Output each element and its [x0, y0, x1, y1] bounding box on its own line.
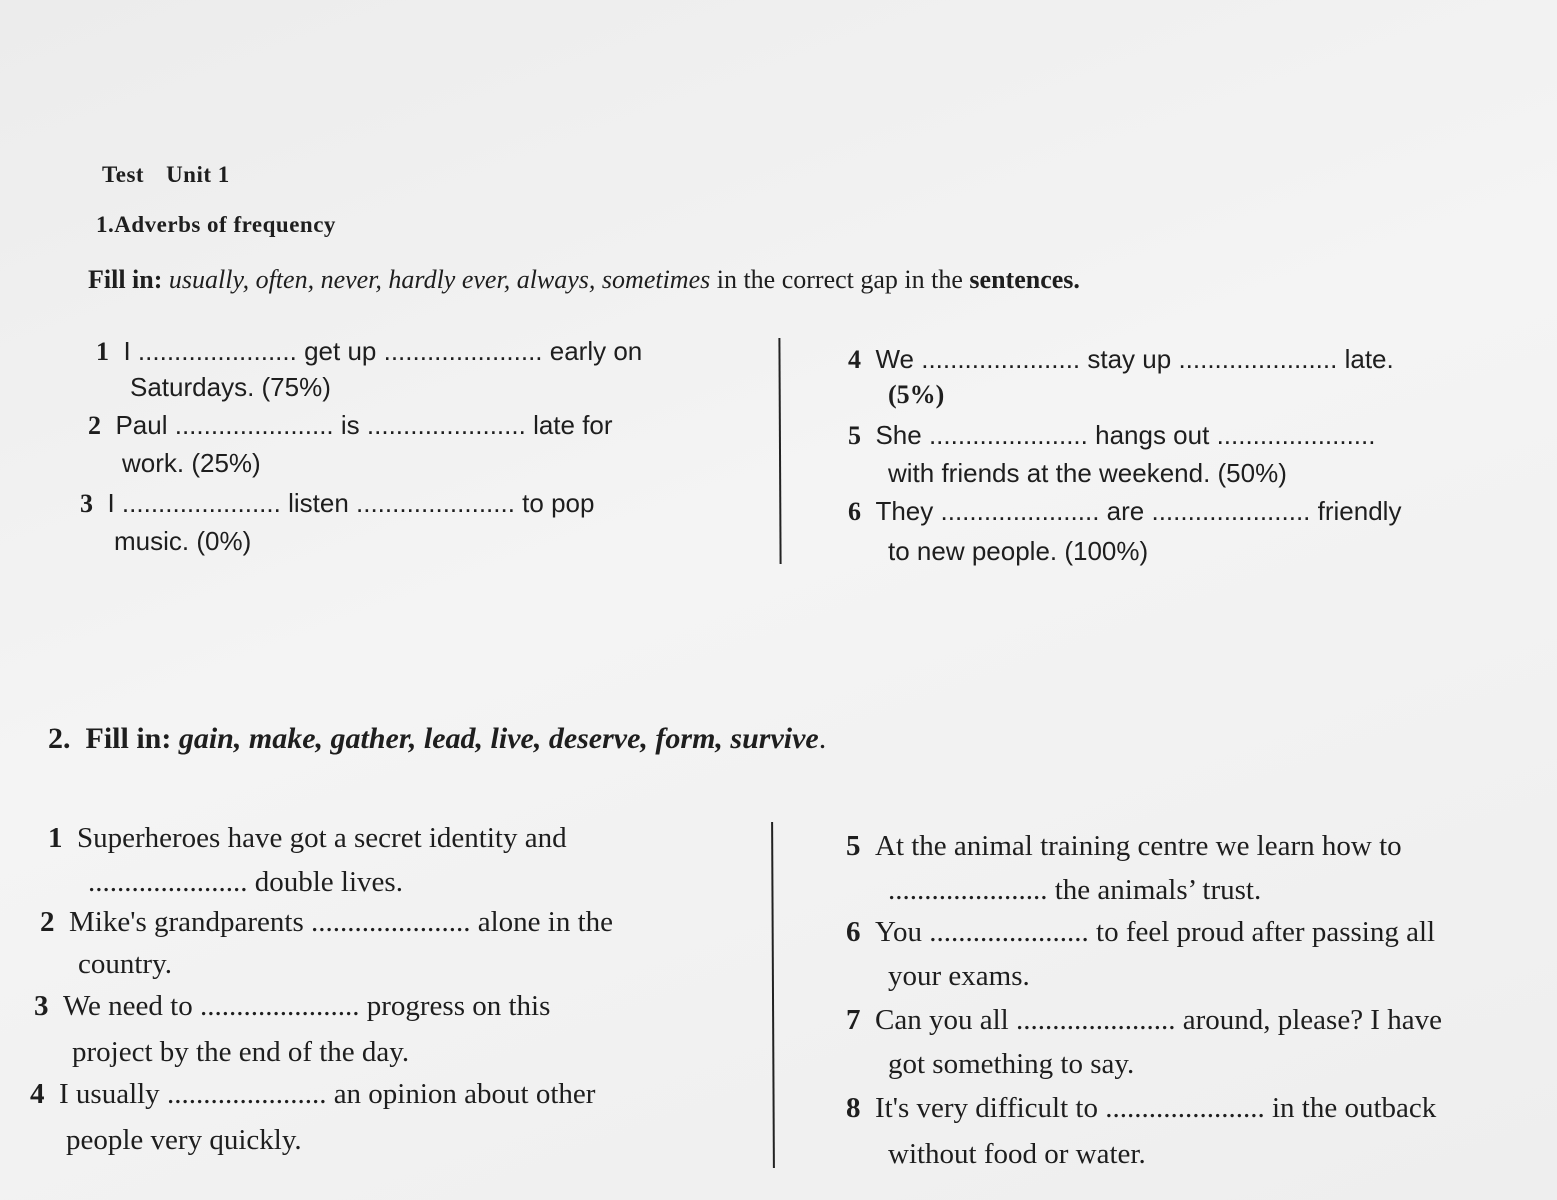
gap-blank[interactable]: ...................... [928, 420, 1088, 450]
s1-item-4-line1: 4 We ...................... stay up ...................... late. [848, 344, 1394, 374]
s2-item-5-line2: ...................... the animals’ trust. [888, 874, 1262, 906]
s2-item-1-line1: 1 Superheroes have got a secret identity and [48, 822, 567, 854]
s1-item-2-line1: 2 Paul ...................... is ...................... late for [88, 410, 613, 440]
gap-blank[interactable]: ...................... [311, 906, 471, 938]
s2-item-6-line2: your exams. [888, 960, 1030, 992]
s2-item-8-line2: without food or water. [888, 1138, 1146, 1170]
column-divider-2 [771, 822, 775, 1168]
gap-blank[interactable]: ...................... [137, 336, 297, 366]
s1-item-4-line2: (5%) [888, 380, 945, 409]
gap-blank[interactable]: ...................... [1151, 496, 1311, 526]
s2-item-4-line1: 4 I usually ...................... an opinion about other [30, 1078, 596, 1110]
gap-blank[interactable]: ...................... [199, 990, 360, 1022]
gap-blank[interactable]: ...................... [929, 916, 1089, 948]
section1-heading: 1.Adverbs of frequency [96, 212, 336, 237]
gap-blank[interactable]: ...................... [940, 496, 1100, 526]
s2-item-2-line1: 2 Mike's grandparents ...................... alone in the [40, 906, 614, 938]
gap-blank[interactable]: ...................... [888, 874, 1048, 906]
gap-blank[interactable]: ...................... [1178, 344, 1338, 374]
test-label: Test [102, 162, 145, 187]
column-divider-1 [778, 338, 781, 564]
s2-item-7-line1: 7 Can you all ...................... around, please? I have [846, 1004, 1442, 1036]
gap-blank[interactable]: ...................... [174, 410, 334, 440]
gap-blank[interactable]: ...................... [121, 488, 281, 518]
gap-blank[interactable]: ...................... [1015, 1004, 1176, 1036]
gap-blank[interactable]: ...................... [166, 1078, 327, 1110]
s1-item-6-line1: 6 They ...................... are ...................... friendly [848, 496, 1402, 526]
s2-item-3-line2: project by the end of the day. [72, 1036, 410, 1068]
word-bank-2: gain, make, gather, lead, live, deserve, form, survive [178, 722, 819, 755]
gap-blank[interactable]: ...................... [1105, 1092, 1265, 1124]
s2-item-8-line1: 8 It's very difficult to ...................... in the outback [846, 1092, 1437, 1124]
gap-blank[interactable]: ...................... [921, 344, 1081, 374]
s1-item-2-line2: work. (25%) [122, 448, 261, 478]
s1-item-1-line2: Saturdays. (75%) [130, 372, 331, 402]
s1-item-1-line1: 1 I ...................... get up ...................... early on [96, 336, 643, 366]
s2-item-1-line2: ...................... double lives. [88, 866, 403, 898]
s2-item-2-line2: country. [78, 948, 172, 980]
s1-item-3-line1: 3 I ...................... listen ...................... to pop [80, 488, 595, 518]
gap-blank[interactable]: ...................... [88, 866, 248, 898]
section1-instruction: Fill in: usually, often, never, hardly ever, always, sometimes in the correct gap in the sentences. [88, 265, 1080, 294]
s2-item-5-line1: 5 At the animal training centre we learn how to [846, 830, 1402, 862]
s2-item-4-line2: people very quickly. [66, 1124, 302, 1156]
s1-item-3-line2: music. (0%) [114, 526, 252, 556]
section2-heading: 2. Fill in: gain, make, gather, lead, live, deserve, form, survive. [48, 722, 827, 755]
unit-label: Unit 1 [166, 162, 230, 187]
s1-item-5-line1: 5 She ...................... hangs out ...................... [848, 420, 1376, 450]
s2-item-7-line2: got something to say. [888, 1048, 1135, 1080]
s1-item-5-line2: with friends at the weekend. (50%) [888, 458, 1287, 488]
s2-item-3-line1: 3 We need to ...................... progress on this [34, 990, 551, 1022]
gap-blank[interactable]: ...................... [366, 410, 526, 440]
word-bank-1: usually, often, never, hardly ever, always, sometimes [168, 265, 711, 294]
s2-item-6-line1: 6 You ...................... to feel proud after passing all [846, 916, 1436, 948]
s1-item-6-line2: to new people. (100%) [888, 536, 1149, 566]
gap-blank[interactable]: ...................... [1216, 420, 1376, 450]
gap-blank[interactable]: ...................... [383, 336, 543, 366]
test-title [102, 162, 230, 188]
gap-blank[interactable]: ...................... [356, 488, 515, 518]
